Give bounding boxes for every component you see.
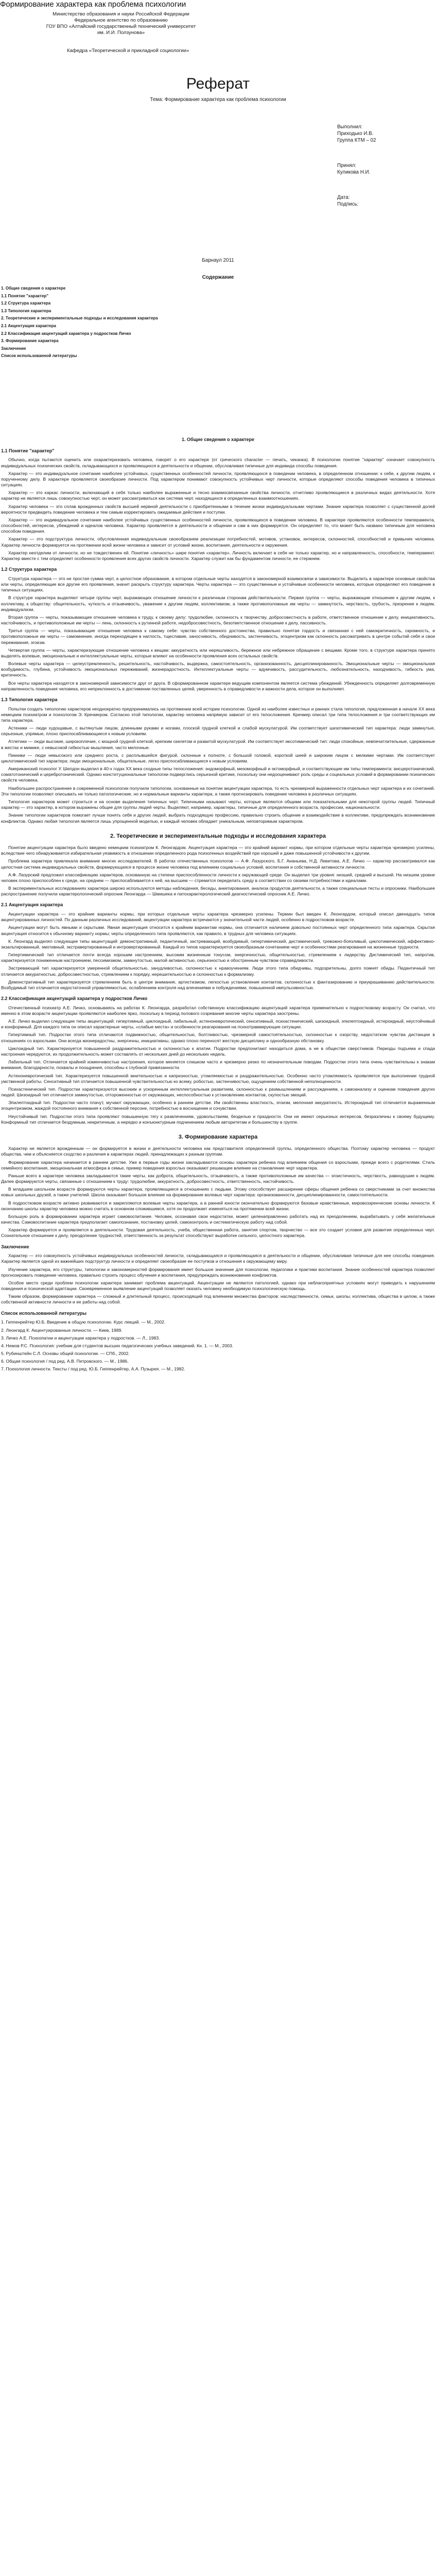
toc-item[interactable]: Список использованной литературы: [1, 353, 77, 359]
body-paragraph: Четвертая группа — черты, характеризующие отношение человека к вещам: аккуратность или неряшливость, бережное или небрежное обращение с вещами. Кроме того, в структуре характера принято выделять волевые, эмоциональные и интеллектуальные черты, которые влияют на особенности проявления всех остальных свойств.: [1, 647, 435, 658]
body-paragraph: Лабильный тип. Отличается крайней изменчивостью настроения, которое меняется слишком часто и чрезмерно резко по незначительным поводам. Подростки этого типа очень чувствительны к знакам внимания, благодарности, похвалы и поощрения, способны к глубокой привязанности.: [1, 1059, 435, 1071]
reference-item: 6. Общая психология / под ред. А.В. Петровского. — М., 1986.: [1, 1359, 129, 1364]
chapter-heading: 3. Формирование характера: [178, 1133, 258, 1140]
toc-title: Содержание: [202, 275, 234, 280]
section-heading: 1.1 Понятие "характер": [1, 448, 55, 453]
body-paragraph: Структура характера — это не простая сумма черт, а целостное образование, в котором отдельные черты находятся в закономерной взаимосвязи и зависимости. Выделить в характере основные свойства или черты, определяющие все другие его проявления, значит раскрыть структуру характера. Черты характера — это существенные и устойчивые особенности человека, которые определяют его поведение в типичных ситуациях.: [1, 575, 435, 593]
body-paragraph: Все черты характера находятся в закономерной зависимости друг от друга. В сформированном характере ведущим компонентом является система убеждений. Убежденность определяет долговременную направленность поведения человека, его непреклонность в достижении поставленных целей, уверенность в справедливости и важности дела, которое он выполняет.: [1, 680, 435, 691]
body-paragraph: Большую роль в формировании характера играет самовоспитание. Человек, осознавая свои недостатки, может целенаправленно работать над их преодолением, вырабатывать у себя желательные качества. Самовоспитание характера предполагает самопознание, постановку целей, самоконтроль и систематическую работу над собой.: [1, 1213, 435, 1225]
section-heading: 2.1 Акцентуация характера: [1, 902, 63, 908]
document-title: Формирование характера как проблема психологии: [0, 0, 186, 9]
body-paragraph: Астеники — люди худощавые, с вытянутым лицом, длинными руками и ногами, плоской грудной клеткой и слабой мускулатурой. Им соответствует шизотимический тип характера: люди замкнутые, серьезные, упрямые, плохо приспосабливающиеся к новым условиям.: [1, 725, 435, 737]
body-paragraph: Характер — это каркас личности, включающий в себя только наиболее выраженные и тесно взаимосвязанные свойства личности, отчетливо проявляющиеся в различных видах деятельности. Хотя характер не является лишь совокупностью черт, он может рассматриваться как система черт, находящихся в определенных взаимоотношениях.: [1, 490, 435, 501]
title-page-organization: [10, 11, 232, 36]
body-paragraph: Проблема характера привлекала внимание многих исследователей. В работах отечественных психологов — А.Ф. Лазурского, Б.Г. Ананьева, Н.Д. Левитова, А.Е. Личко — характер рассматривался как целостная система индивидуальных свойств, формирующаяся в процессе жизни человека под влиянием социальных условий, воспитания и собственной активности личности.: [1, 858, 435, 870]
body-paragraph: Волевые черты характера — целеустремленность, решительность, настойчивость, выдержка, самостоятельность, организованность, дисциплинированность. Эмоциональные черты — эмоциональная возбудимость, глубина, устойчивость эмоциональных переживаний, жизнерадостность. Интеллектуальные черты — вдумчивость, рассудительность, любознательность, находчивость, гибкость ума, критичность.: [1, 661, 435, 678]
work-topic: Тема: Формирование характера как проблема психологии: [150, 97, 286, 103]
body-paragraph: Наибольшее распространение в современной психологии получили типологии, основанные на понятии акцентуации характера, то есть чрезмерной выраженности отдельных черт характера и их сочетаний. Эти типологии позволяют описывать не только патологические, но и нормальные варианты характера, а также прогнозировать поведение человека в различных ситуациях.: [1, 785, 435, 796]
toc-item[interactable]: 1.3 Типология характера: [1, 308, 51, 313]
author-label: Выполнил:: [337, 124, 363, 130]
body-paragraph: Отечественный психиатр А.Е. Личко, основываясь на работах К. Леонгарда, разработал собственную классификацию акцентуаций характера применительно к подростковому возрасту. Он считал, что именно в этом возрасте акцентуации проявляются наиболее ярко, поскольку в период полового созревания многие черты характера заострены.: [1, 1005, 435, 1016]
reference-item: 2. Леонгард К. Акцентуированные личности. — Киев, 1989.: [1, 1327, 123, 1333]
toc-item[interactable]: 1. Общие сведения о характере: [1, 286, 66, 291]
work-type-heading: Реферат: [186, 75, 250, 92]
document-body: [1, 432, 435, 1375]
reference-item: 4. Немов Р.С. Психология: учебник для студентов высших педагогических учебных заведений. Кн. 1. — М., 2003.: [1, 1343, 234, 1348]
table-of-contents: [1, 274, 435, 360]
body-paragraph: Американский психолог У. Шелдон выделил в 40-х годах XX века сходные типы телосложения: эндоморфный, мезоморфный и эктоморфный, и соответствующие им типы темперамента: висцеротонический, соматотонический и церебротонический. Однако конституциональные типологии подверглись серьезной критике, поскольку они недооценивают роль среды и социальных условий в формировании психических свойств человека.: [1, 766, 435, 783]
body-paragraph: Акцентуации характера — это крайние варианты нормы, при которых отдельные черты характера чрезмерно усилены. Термин был введен К. Леонгардом, который описал двенадцать типов акцентуированных личностей. По данным различных исследований, акцентуации характера встречаются у значительной части людей, особенно в подростковом возрасте.: [1, 911, 435, 923]
toc-item[interactable]: Заключение: [1, 346, 26, 351]
body-paragraph: Неустойчивый тип. Подростки этого типа проявляют повышенную тягу к развлечениям, удовольствиям, безделью и праздности. Они не имеют серьезных интересов, безразличны к своему будущему. Конформный тип отличается бездумным, некритичным, а нередко и конъюнктурным подчинением любым авторитетам и большинству в группе.: [1, 1113, 435, 1125]
body-paragraph: Характер — это индивидуальное сочетание наиболее устойчивых существенных особенностей личности, проявляющихся в поведении человека. В характере проявляются особенности темперамента, способностей, интересов, убеждений и идеалов человека. Характер проявляется в деятельности и общении и сам в них формируется. Он определяет то, что может быть названо типичным для человека способом поведения.: [1, 517, 435, 534]
body-paragraph: Демонстративный тип характеризуется стремлением быть в центре внимания, артистизмом, легкостью установления контактов, склонностью к фантазированию и приукрашиванию действительности. Возбудимый тип отличается недостаточной управляемостью, ослаблением контроля над влечениями и побуждениями, повышенной импульсивностью.: [1, 979, 435, 990]
body-paragraph: Акцентуации могут быть явными и скрытыми. Явная акцентуация относится к крайним вариантам нормы, она отличается наличием довольно постоянных черт определенного типа характера. Скрытая акцентуация относится к обычному варианту нормы; черты определенного типа проявляются, как правило, в трудных для человека ситуациях.: [1, 925, 435, 936]
org-line: Министерство образования и науки Российской Федерации: [53, 11, 189, 17]
body-paragraph: Характер — это совокупность устойчивых индивидуальных особенностей личности, складывающаяся и проявляющаяся в деятельности и общении, обусловливая типичные для нее способы поведения. Характер является одной из важнейших подструктур личности и определяет своеобразие ее поступков и отношения к окружающему миру.: [1, 1253, 435, 1264]
toc-item[interactable]: 2.1 Акцентуация характера: [1, 323, 56, 328]
body-paragraph: Третья группа — черты, показывающие отношение человека к самому себе: чувство собственного достоинства, правильно понятая гордость и связанная с ней самокритичность, скромность, и противоположные им черты — самомнение, иногда переходящее в наглость, тщеславие, заносчивость, обидчивость, застенчивость, эгоцентризм как склонность рассматривать в центре событий себя и свои переживания, эгоизм.: [1, 628, 435, 645]
toc-item[interactable]: 3. Формирование характера: [1, 338, 59, 344]
org-line: ГОУ ВПО «Алтайский государственный технический университет: [46, 24, 196, 29]
body-paragraph: В младшем школьном возрасте формируются черты характера, проявляющиеся в отношениях с людьми. Этому способствует расширение сферы общения ребенка со сверстниками за счет множества новых школьных друзей, а также учителей. Школа оказывает большое влияние на формирование волевых черт характера: организованности, дисциплинированности, самостоятельности.: [1, 1187, 435, 1198]
org-line: Федеральное агентство по образованию: [74, 18, 168, 23]
body-paragraph: К. Леонгард выделял следующие типы акцентуаций: демонстративный, педантичный, застревающий, возбудимый, гипертимический, дистимический, тревожно-боязливый, циклотимический, аффективно-экзальтированный, эмотивный, экстравертированный и интровертированный. Каждый из типов характеризуется своеобразным сочетанием черт и особенностями реагирования на жизненные трудности.: [1, 938, 435, 950]
body-paragraph: Таким образом, формирование характера — сложный и длительный процесс, происходящий под влиянием множества факторов: наследственности, семьи, школы, коллектива, общества в целом, а также собственной активности личности и ее работы над собой.: [1, 1294, 435, 1305]
org-line: им. И.И. Ползунова»: [97, 30, 145, 36]
author-and-reviewer-block: [337, 124, 376, 208]
section-heading: 2.2 Классификация акцентуаций характера у подростков Личко: [1, 996, 148, 1002]
reviewer-name: Куликова Н.И.: [337, 170, 371, 175]
reference-item: 5. Рубинштейн С.Л. Основы общей психологии. — СПб., 2002.: [1, 1351, 130, 1357]
section-heading: 1. Общие сведения о характере: [182, 437, 254, 442]
place-and-year: Барнаул 2011: [202, 258, 234, 263]
body-paragraph: Понятие акцентуации характера было введено немецким психиатром К. Леонгардом. Акцентуация характера — это крайний вариант нормы, при котором отдельные черты характера чрезмерно усилены, вследствие чего обнаруживается избирательная уязвимость в отношении определенного рода психогенных воздействий при хорошей и даже повышенной устойчивости к другим.: [1, 844, 435, 856]
body-paragraph: Изучение характера, его структуры, типологии и закономерностей формирования имеет большое значение для психологии, педагогики и практики воспитания. Знание особенностей характера позволяет прогнозировать поведение человека, правильно строить процесс обучения и воспитания, предупреждать возникновение конфликтов.: [1, 1266, 435, 1278]
toc-item[interactable]: 2. Теоретические и экспериментальные подходы и исследования характера: [1, 316, 158, 321]
section-heading: Список использованной литературы: [1, 1310, 86, 1316]
body-paragraph: Характер формируется и проявляется в деятельности. Трудовая деятельность, учеба, общественная работа, занятия спортом, творчество — все это создает условия для развития определенных черт. Сознательное отношение к делу, преодоление трудностей, ответственность за результат способствуют выработке сильного, целостного характера.: [1, 1227, 435, 1239]
body-paragraph: Гипертимный тип. Подростки этого типа отличаются подвижностью, общительностью, болтливостью, чрезмерной самостоятельностью, склонностью к озорству, недостатком чувства дистанции в отношениях со взрослыми. Они всегда жизнерадостны, энергичны, инициативны, однако плохо переносят жесткую дисциплину и однообразную обстановку.: [1, 1032, 435, 1043]
body-paragraph: Попытки создать типологию характеров неоднократно предпринимались на протяжении всей истории психологии. Одной из наиболее известных и ранних стала типология, предложенная в начале XX века немецким психиатром и психологом Э. Кречмером. Согласно этой типологии, характер человека напрямую зависит от его телосложения. Кречмер описал три типа телосложения и три соответствующих им типа характера.: [1, 706, 435, 723]
body-paragraph: Особое место среди проблем психологии характера занимает проблема акцентуаций. Акцентуации не являются патологией, однако при неблагоприятных условиях могут приводить к нарушениям поведения и психической адаптации. Своевременное выявление акцентуаций позволяет оказать человеку необходимую психологическую помощь.: [1, 1280, 435, 1292]
body-paragraph: Циклоидный тип. Характеризуется повышенной раздражительностью и склонностью к апатии. Подростки предпочитают находиться дома, а не в обществе сверстников. Периоды подъема и спада настроения чередуются, их продолжительность может составлять от нескольких дней до нескольких недель.: [1, 1045, 435, 1057]
reference-item: 1. Гиппенрейтер Ю.Б. Введение в общую психологию. Курс лекций. — М., 2002.: [1, 1319, 166, 1325]
body-paragraph: В структуре характера выделяют четыре группы черт, выражающих отношение личности к различным сторонам действительности. Первая группа — черты, выражающие отношение к другим людям, к коллективу, к обществу: общительность, чуткость и отзывчивость, уважение к другим людям, коллективизм, а также противоположные им черты — замкнутость, черствость, грубость, презрение к людям, индивидуализм.: [1, 595, 435, 612]
body-paragraph: В подростковом возрасте активно развиваются и закрепляются волевые черты характера, а в ранней юности окончательно формируются базовые нравственные, мировоззренческие основы личности. К окончанию школы характер человека можно считать в основном сложившимся, хотя он продолжает изменяться на протяжении всей жизни.: [1, 1200, 435, 1211]
author-group: Группа КТМ – 02: [337, 138, 376, 143]
body-paragraph: Психастенический тип. Подростки характеризуются высоким и ускоренным интеллектуальным развитием, склонностью к размышлениям и рассуждениям, к самоанализу и оценкам поведения других людей. Шизоидный тип отличается замкнутостью, отгороженностью от окружающих, неспособностью к установлению контактов, скупостью эмоций.: [1, 1086, 435, 1098]
date-label: Дата:: [337, 195, 350, 200]
reference-item: 3. Личко А.Е. Психопатии и акцентуации характера у подростков. — Л., 1983.: [1, 1335, 160, 1341]
body-paragraph: В экспериментальных исследованиях характера широко используются методы наблюдения, беседы, анкетирования, анализа продуктов деятельности, а также специальные тесты и опросники. Наибольшее распространение получили характерологический опросник Леонгарда — Шмишека и патохарактерологический диагностический опросник А.Е. Личко.: [1, 886, 435, 897]
body-paragraph: Вторая группа — черты, показывающие отношение человека к труду, к своему делу: трудолюбие, склонность к творчеству, добросовестность в работе, ответственное отношение к делу, инициативность, настойчивость, и противоположные им черты — лень, склонность к рутинной работе, недобросовестность, безответственное отношение к делу, пассивность.: [1, 614, 435, 626]
body-paragraph: Характер не является врожденным — он формируется в жизни и деятельности человека как представителя определенной группы, определенного общества. Поэтому характер человека — продукт общества, чем и объясняется сходство и различия в характерах людей, принадлежащих к разным группам.: [1, 1146, 435, 1157]
section-heading: Заключение: [1, 1244, 29, 1249]
body-paragraph: Пикники — люди невысокого или среднего роста, с расплывшейся фигурой, склонные к полноте, с большой головой, короткой шеей и широким лицом с мелкими чертами. Им соответствует циклотимический тип характера: люди эмоциональные, общительные, легко приспосабливающиеся к новым условиям.: [1, 752, 435, 764]
body-paragraph: Характер человека — это сплав врожденных свойств высшей нервной деятельности с приобретенными в течение жизни индивидуальными чертами. Знание характера позволяет с существенной долей вероятности предвидеть поведение человека и тем самым корректировать ожидаемые действия и поступки.: [1, 503, 435, 515]
body-paragraph: Эпилептоидный тип. Подростки часто плачут, мучают окружающих, особенно в раннем детстве. Им свойственны властность, эгоизм, мелочная аккуратность. Истероидный тип отличается выраженным эгоцентризмом, жаждой постоянного внимания к собственной персоне, потребностью в восхищении и сочувствии.: [1, 1100, 435, 1111]
body-paragraph: Атлетики — люди высокие, широкоплечие, с мощной грудной клеткой, крепким скелетом и развитой мускулатурой. Им соответствует иксотимический тип: люди спокойные, невпечатлительные, сдержанные в жестах и мимике, с невысокой гибкостью мышления, часто мелочные.: [1, 739, 435, 750]
body-paragraph: Характер — это подструктура личности, обусловленная индивидуальным своеобразием реализации потребностей, мотивов, установок, интересов, склонностей, способностей и привычек человека. Характер личности формируется на протяжении всей жизни человека и зависит от условий жизни, воспитания, деятельности и окружения.: [1, 536, 435, 548]
reviewer-label: Принял:: [337, 163, 357, 168]
body-paragraph: Характер — это индивидуальное сочетание наиболее устойчивых, существенных особенностей личности, проявляющихся в поведении человека, в определенном отношении: к себе, к другим людям, к порученному делу. В характере проявляется своеобразие личности. Под характером понимают совокупность устойчивых черт личности, которые определяют способы поведения человека в типичных ситуациях.: [1, 470, 435, 488]
body-paragraph: А.Ф. Лазурский предложил классификацию характеров, основанную на степени приспособленности личности к окружающей среде. Он выделил три уровня: низший, средний и высший. На низшем уровне человек плохо приспособлен к среде, на среднем — приспосабливается к ней, на высшем — стремится переделать среду в соответствии со своими потребностями и идеалами.: [1, 872, 435, 883]
section-heading: 1.2 Структура характера: [1, 567, 57, 572]
section-heading: 1.3 Типология характера: [1, 697, 58, 702]
body-paragraph: Астеноневротический тип. Характеризуется повышенной мнительностью и капризностью, утомляемостью и раздражительностью. Особенно часто утомляемость проявляется при выполнении трудной умственной работы. Сенситивный тип отличается повышенной чувствительностью ко всему, робостью, застенчивостью, ощущением собственной неполноценности.: [1, 1073, 435, 1084]
toc-item[interactable]: 1.1 Понятие "характер": [1, 293, 49, 298]
body-paragraph: Типология характеров может строиться и на основе выделения типичных черт. Типичными называют черты, которые являются общими или показательными для некоторой группы людей. Типичный характер — это характер, в котором выражены общие для группы людей черты. Выделяют, например, характеры, типичные для определенного возраста, профессии, национальности.: [1, 799, 435, 810]
chapter-heading: 2. Теоретические и экспериментальные подходы и исследования характера: [110, 833, 326, 839]
body-paragraph: Застревающий тип характеризуется умеренной общительностью, занудливостью, склонностью к нравоучениям. Люди этого типа обидчивы, подозрительны, долго помнят обиды. Педантичный тип отличается аккуратностью, добросовестностью, стремлением к порядку, нерешительностью и склонностью к формализму.: [1, 965, 435, 977]
body-paragraph: Знание типологии характеров помогает лучше понять себя и других людей, выбрать подходящую профессию, правильно строить общение и взаимодействие в коллективе, предупреждать возникновение конфликтов. Однако любая типология является лишь упрощенной моделью, и каждый человек обладает уникальным, неповторимым характером.: [1, 812, 435, 824]
reference-item: 7. Психология личности. Тексты / под ред. Ю.Б. Гиппенрейтер, А.А. Пузырея. — М., 1982.: [1, 1366, 185, 1372]
toc-item[interactable]: 2.2 Классификация акцентуаций характера у подростков Личко: [1, 331, 131, 336]
body-paragraph: А.Е. Личко выделил следующие типы акцентуаций: гипертимный, циклоидный, лабильный, астеноневротический, сенситивный, психастенический, шизоидный, эпилептоидный, истероидный, неустойчивый и конформный. Для каждого типа он описал характерные черты, «слабые места» и особенности реагирования на психотравмирующие ситуации.: [1, 1019, 435, 1030]
body-paragraph: Формирование характера начинается в раннем детстве. Уже в первые годы жизни закладываются основы характера ребенка под влиянием общения со взрослыми, прежде всего с родителями. Стиль семейного воспитания, эмоциональная атмосфера в семье, пример поведения взрослых оказывают решающее влияние на становление черт характера.: [1, 1159, 435, 1171]
body-paragraph: Обычно, когда пытаются оценить или охарактеризовать человека, говорят о его характере (от греческого character — печать, чеканка). В психологии понятие "характер" означает совокупность индивидуальных психических свойств, складывающихся и проявляющихся в деятельности и общении, обусловливая типичные для индивида способы поведения.: [1, 457, 435, 468]
body-paragraph: Раньше всего в характере человека закладываются такие черты, как доброта, общительность, отзывчивость, а также противоположные им качества — эгоистичность, черствость, равнодушие к людям. Далее формируются черты, связанные с отношением к труду: трудолюбие, аккуратность, добросовестность, ответственность, настойчивость.: [1, 1173, 435, 1184]
body-paragraph: Характер неотделим от личности, но не тождественен ей. Понятие «личность» шире понятия «характер». Личность включает в себя не только характер, но и направленность, способности, темперамент. Характер вместе с тем определяет особенности проявления всех других свойств личности. Характер служит как бы фундаментом личности, ее стержнем.: [1, 550, 435, 561]
body-paragraph: Гипертимический тип отличается почти всегда хорошим настроением, высоким жизненным тонусом, энергичностью, общительностью, стремлением к лидерству. Дистимический тип, напротив, характеризуется пониженным настроением, пессимизмом, замкнутостью, малой активностью, серьезностью и обостренным чувством справедливости.: [1, 952, 435, 963]
author-name: Приходько И.В.: [337, 131, 374, 137]
signature-label: Подпись:: [337, 201, 359, 207]
department: Кафедра «Теоретической и прикладной социологии»: [67, 48, 189, 54]
toc-item[interactable]: 1.2 Структура характера: [1, 301, 51, 306]
